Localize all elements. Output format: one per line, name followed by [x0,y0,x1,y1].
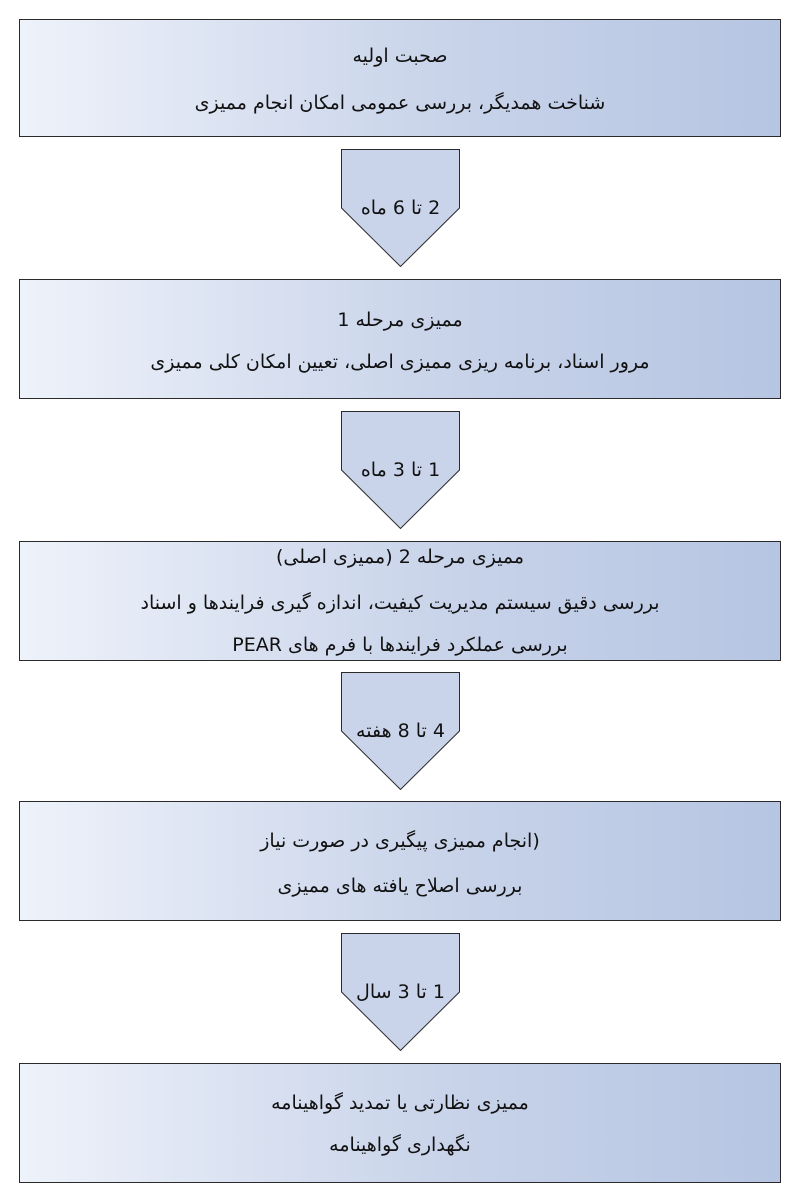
step-title: ممیزی نظارتی یا تمدید گواهینامه [271,1092,529,1114]
step-title: (انجام ممیزی پیگیری در صورت نیاز [260,830,540,852]
step-description: بررسی اصلاح یافته های ممیزی [277,875,523,897]
step-title: ممیزی مرحله 1 [337,309,463,331]
step-surveillance-audit [19,1063,781,1183]
step-description: مرور اسناد، برنامه ریزی ممیزی اصلی، تعیین امکان کلی ممیزی [150,351,650,373]
step-stage2-audit [19,541,781,661]
step-description: بررسی دقیق سیستم مدیریت کیفیت، اندازه گیری فرایندها و اسناد [140,592,660,614]
step-stage1-audit [19,279,781,399]
step-description: شناخت همدیگر، بررسی عمومی امکان انجام ممیزی [194,92,606,114]
flow-arrow [341,933,460,1051]
step-description: نگهداری گواهینامه [329,1134,471,1156]
step-follow-up-audit [19,801,781,921]
duration-label: 1 تا 3 سال [356,981,445,1003]
flow-arrow [341,672,460,790]
flow-arrow [341,411,460,529]
duration-label: 2 تا 6 ماه [360,197,441,219]
step-title: صحبت اولیه [352,45,448,67]
duration-label: 4 تا 8 هفته [356,720,445,742]
step-description: بررسی عملکرد فرایندها با فرم های PEAR [232,634,568,656]
step-title: ممیزی مرحله 2 (ممیزی اصلی) [275,546,524,568]
duration-label: 1 تا 3 ماه [360,459,441,481]
step-initial-conversation [19,19,781,137]
flow-arrow [341,149,460,267]
